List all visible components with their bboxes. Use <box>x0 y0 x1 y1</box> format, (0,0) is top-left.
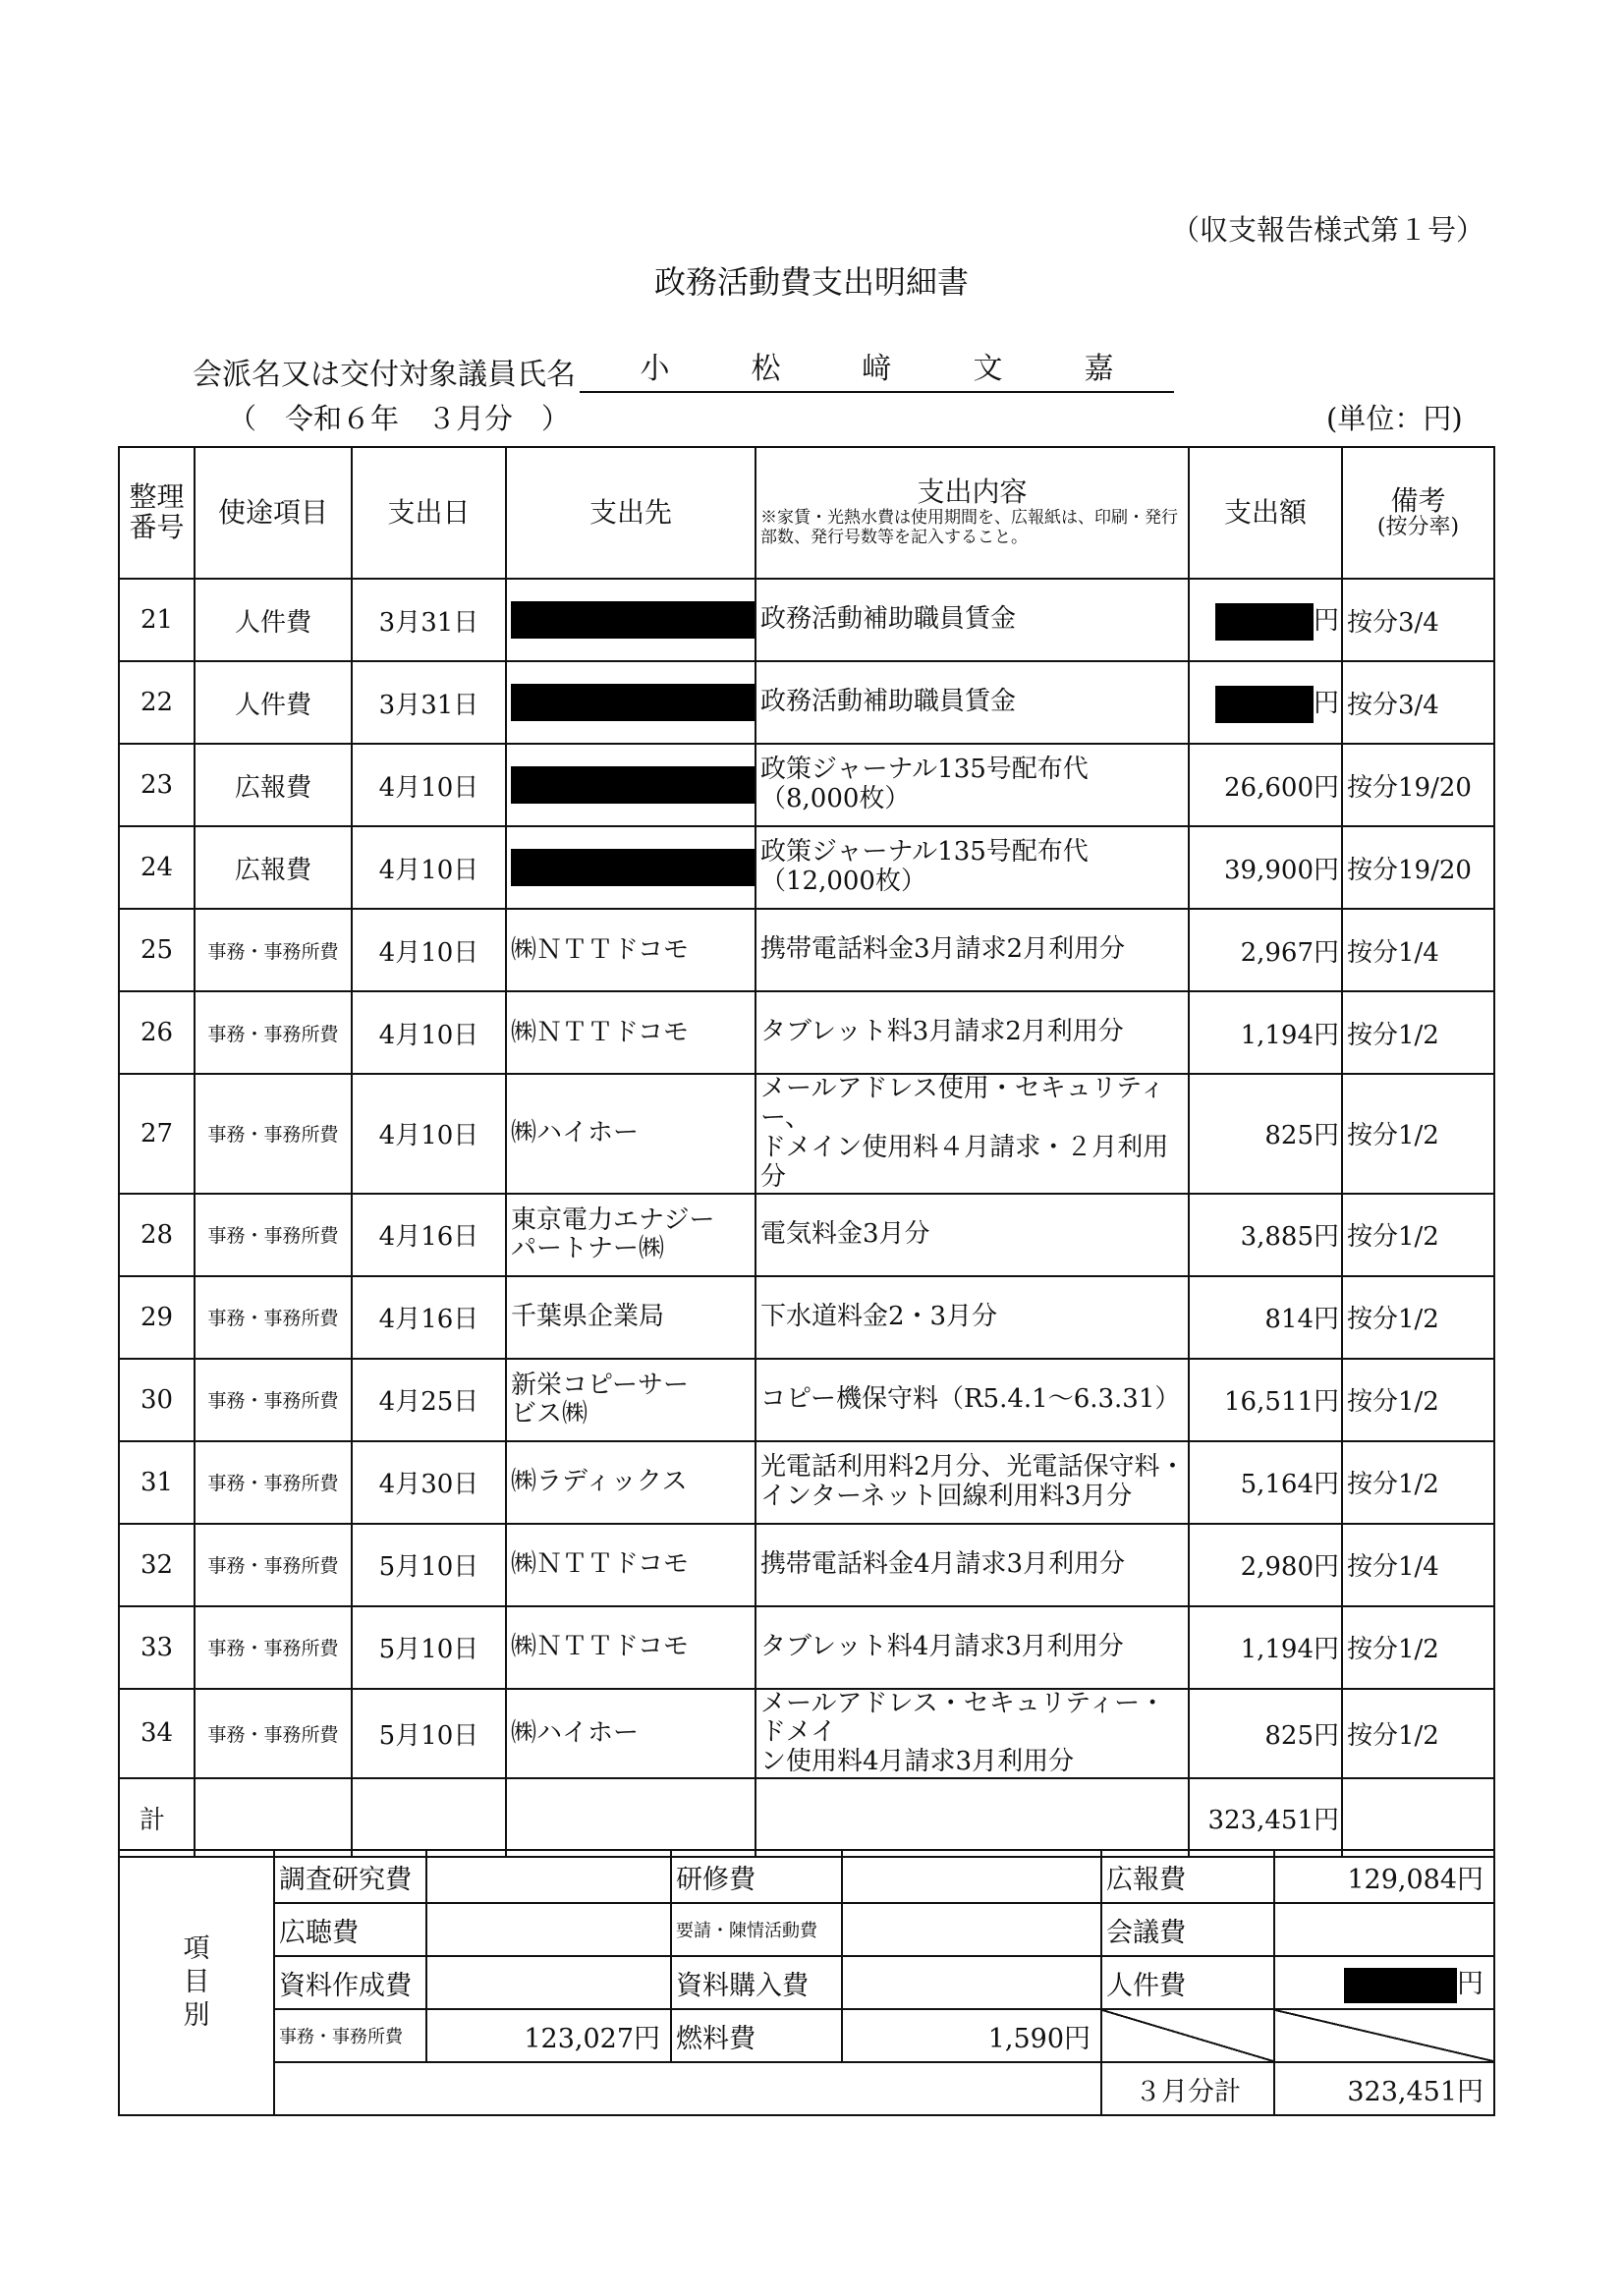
row-note: 按分1/2 <box>1342 1359 1494 1441</box>
summary-value <box>842 1903 1101 1956</box>
summary-value <box>426 1903 671 1956</box>
row-desc: 電気料金3月分 <box>756 1194 1189 1276</box>
row-desc: 政務活動補助職員賃金 <box>756 661 1189 744</box>
table-row <box>119 1194 1494 1276</box>
summary-value-koho: 129,084円 <box>1274 1850 1494 1903</box>
col-header-no: 整理番号 <box>119 447 195 579</box>
row-payee: ㈱ＮＴＴドコモ <box>506 991 756 1074</box>
summary-total-value: 323,451円 <box>1274 2062 1494 2115</box>
unit-label: (単位：円) <box>1326 402 1463 435</box>
row-no: 24 <box>119 826 195 909</box>
redaction-block <box>511 601 755 639</box>
row-no: 33 <box>119 1606 195 1689</box>
member-name-char: 文 <box>973 352 1003 386</box>
summary-label: 研修費 <box>671 1850 842 1903</box>
table-row <box>119 1689 1494 1779</box>
row-payee <box>506 579 756 661</box>
row-amount: 39,900円 <box>1189 826 1342 909</box>
summary-value-jinken: 円 <box>1274 1956 1494 2009</box>
redaction-block <box>511 684 755 721</box>
member-name <box>580 344 1174 393</box>
row-use: 広報費 <box>195 744 352 826</box>
table-row <box>119 826 1494 909</box>
summary-value <box>842 1850 1101 1903</box>
row-date: 4月10日 <box>352 909 506 991</box>
note-sub: (按分率) <box>1376 515 1460 540</box>
redaction-block <box>1344 1968 1457 2003</box>
row-use: 広報費 <box>195 826 352 909</box>
summary-label: 資料購入費 <box>671 1956 842 2009</box>
desc-note: ※家賃・光熱水費は使用期間を、広報紙は、印刷・発行部数、発行号数等を記入すること。 <box>760 508 1178 548</box>
table-header-row <box>119 447 1494 579</box>
row-use: 事務・事務所費 <box>195 1441 352 1524</box>
row-payee: 新栄コピーサー ビス㈱ <box>506 1359 756 1441</box>
row-no: 29 <box>119 1276 195 1359</box>
row-no: 22 <box>119 661 195 744</box>
summary-label: 要請・陳情活動費 <box>671 1903 842 1956</box>
row-payee <box>506 826 756 909</box>
row-amount: 2,967円 <box>1189 909 1342 991</box>
row-use: 事務・事務所費 <box>195 1276 352 1359</box>
row-desc: コピー機保守料（R5.4.1～6.3.31） <box>756 1359 1189 1441</box>
table-row <box>119 1276 1494 1359</box>
row-date: 3月31日 <box>352 579 506 661</box>
total-amount: 323,451円 <box>1189 1778 1342 1857</box>
summary-table <box>118 1849 1495 2116</box>
row-date: 4月10日 <box>352 1074 506 1194</box>
summary-label: 資料作成費 <box>274 1956 426 2009</box>
summary-side-label: 項 目 別 <box>119 1850 274 2115</box>
row-payee: 東京電力エナジー パートナー㈱ <box>506 1194 756 1276</box>
row-amount: 1,194円 <box>1189 991 1342 1074</box>
row-amount: 825円 <box>1189 1074 1342 1194</box>
row-note: 按分19/20 <box>1342 744 1494 826</box>
row-desc: 政策ジャーナル135号配布代 （12,000枚） <box>756 826 1189 909</box>
row-use: 人件費 <box>195 661 352 744</box>
table-row <box>119 1606 1494 1689</box>
row-use: 事務・事務所費 <box>195 991 352 1074</box>
row-payee <box>506 744 756 826</box>
col-header-note <box>1342 447 1494 579</box>
row-note: 按分3/4 <box>1342 579 1494 661</box>
row-payee: ㈱ラディックス <box>506 1441 756 1524</box>
row-desc: 政務活動補助職員賃金 <box>756 579 1189 661</box>
row-date: 4月25日 <box>352 1359 506 1441</box>
summary-label: 広聴費 <box>274 1903 426 1956</box>
row-amount: 825円 <box>1189 1689 1342 1779</box>
row-use: 事務・事務所費 <box>195 1194 352 1276</box>
row-no: 30 <box>119 1359 195 1441</box>
row-no: 32 <box>119 1524 195 1606</box>
table-row <box>119 744 1494 826</box>
redaction-block <box>1215 603 1314 641</box>
member-name-char: 松 <box>751 352 781 386</box>
table-row <box>119 1074 1494 1194</box>
row-payee: ㈱ＮＴＴドコモ <box>506 909 756 991</box>
summary-label: 会議費 <box>1101 1903 1274 1956</box>
desc-title: 支出内容 <box>917 476 1028 509</box>
row-date: 4月10日 <box>352 991 506 1074</box>
period: （ 令和６年 ３月分 ） <box>228 402 571 435</box>
summary-label: 広報費 <box>1101 1850 1274 1903</box>
row-desc: 携帯電話料金4月請求3月利用分 <box>756 1524 1189 1606</box>
form-number: （収支報告様式第１号） <box>1171 213 1485 247</box>
redaction-block <box>511 849 755 886</box>
row-desc: メールアドレス使用・セキュリティー、 ドメイン使用料４月請求・２月利用分 <box>756 1074 1189 1194</box>
summary-value <box>842 1956 1101 2009</box>
row-desc: メールアドレス・セキュリティー・ドメイ ン使用料4月請求3月利用分 <box>756 1689 1189 1779</box>
row-note: 按分1/2 <box>1342 1441 1494 1524</box>
row-amount: 16,511円 <box>1189 1359 1342 1441</box>
row-date: 5月10日 <box>352 1524 506 1606</box>
row-note: 按分19/20 <box>1342 826 1494 909</box>
row-note: 按分1/2 <box>1342 1276 1494 1359</box>
table-row <box>119 579 1494 661</box>
row-date: 4月10日 <box>352 826 506 909</box>
summary-value <box>1274 1903 1494 1956</box>
col-header-amount: 支出額 <box>1189 447 1342 579</box>
table-row <box>119 909 1494 991</box>
row-date: 5月10日 <box>352 1606 506 1689</box>
redaction-block <box>511 766 755 804</box>
member-name-char: 小 <box>640 352 670 386</box>
summary-blank <box>274 2062 1101 2115</box>
summary-label: ３月分計 <box>1101 2062 1274 2115</box>
row-no: 34 <box>119 1689 195 1779</box>
row-amount: 2,980円 <box>1189 1524 1342 1606</box>
blank-diagonal-cell <box>1101 2009 1274 2062</box>
row-note: 按分1/2 <box>1342 1194 1494 1276</box>
row-desc: タブレット料3月請求2月利用分 <box>756 991 1189 1074</box>
row-use: 事務・事務所費 <box>195 1524 352 1606</box>
row-use: 人件費 <box>195 579 352 661</box>
row-desc: タブレット料4月請求3月利用分 <box>756 1606 1189 1689</box>
row-payee: ㈱ＮＴＴドコモ <box>506 1606 756 1689</box>
row-desc: 政策ジャーナル135号配布代 （8,000枚） <box>756 744 1189 826</box>
summary-label: 事務・事務所費 <box>274 2009 426 2062</box>
row-date: 4月10日 <box>352 744 506 826</box>
row-date: 4月16日 <box>352 1194 506 1276</box>
summary-value-nenryo: 1,590円 <box>842 2009 1101 2062</box>
col-header-date: 支出日 <box>352 447 506 579</box>
table-row <box>119 1441 1494 1524</box>
summary-value-jimu: 123,027円 <box>426 2009 671 2062</box>
redaction-block <box>1215 686 1314 723</box>
total-label: 計 <box>119 1778 195 1857</box>
row-no: 23 <box>119 744 195 826</box>
summary-label: 調査研究費 <box>274 1850 426 1903</box>
summary-label: 燃料費 <box>671 2009 842 2062</box>
member-row <box>193 344 1174 393</box>
row-note: 按分3/4 <box>1342 661 1494 744</box>
col-header-use: 使途項目 <box>195 447 352 579</box>
row-amount: 5,164円 <box>1189 1441 1342 1524</box>
row-date: 3月31日 <box>352 661 506 744</box>
row-date: 5月10日 <box>352 1689 506 1779</box>
row-no: 28 <box>119 1194 195 1276</box>
row-use: 事務・事務所費 <box>195 1689 352 1779</box>
row-note: 按分1/2 <box>1342 1074 1494 1194</box>
row-note: 按分1/2 <box>1342 991 1494 1074</box>
row-payee <box>506 661 756 744</box>
summary-label: 人件費 <box>1101 1956 1274 2009</box>
table-row <box>119 661 1494 744</box>
row-desc: 下水道料金2・3月分 <box>756 1276 1189 1359</box>
total-row <box>119 1778 1494 1857</box>
row-payee: ㈱ハイホー <box>506 1689 756 1779</box>
row-no: 31 <box>119 1441 195 1524</box>
note-title: 備考 <box>1390 483 1446 517</box>
row-payee: 千葉県企業局 <box>506 1276 756 1359</box>
row-date: 4月16日 <box>352 1276 506 1359</box>
blank-diagonal-cell <box>1274 2009 1494 2062</box>
row-amount: 26,600円 <box>1189 744 1342 826</box>
row-no: 21 <box>119 579 195 661</box>
row-amount: 円 <box>1189 579 1342 661</box>
row-no: 25 <box>119 909 195 991</box>
expense-table <box>118 446 1495 1858</box>
col-header-payee: 支出先 <box>506 447 756 579</box>
row-use: 事務・事務所費 <box>195 1359 352 1441</box>
row-no: 27 <box>119 1074 195 1194</box>
row-payee: ㈱ＮＴＴドコモ <box>506 1524 756 1606</box>
row-no: 26 <box>119 991 195 1074</box>
row-amount: 3,885円 <box>1189 1194 1342 1276</box>
summary-value <box>426 1956 671 2009</box>
row-desc: 携帯電話料金3月請求2月利用分 <box>756 909 1189 991</box>
row-payee: ㈱ハイホー <box>506 1074 756 1194</box>
table-row <box>119 991 1494 1074</box>
member-label: 会派名又は交付対象議員氏名 <box>193 358 576 392</box>
row-use: 事務・事務所費 <box>195 909 352 991</box>
row-date: 4月30日 <box>352 1441 506 1524</box>
document-title: 政務活動費支出明細書 <box>653 263 969 301</box>
row-desc: 光電話利用料2月分、光電話保守料・ インターネット回線利用料3月分 <box>756 1441 1189 1524</box>
member-name-char: 嘉 <box>1084 352 1114 386</box>
row-use: 事務・事務所費 <box>195 1074 352 1194</box>
table-row <box>119 1359 1494 1441</box>
row-amount: 814円 <box>1189 1276 1342 1359</box>
row-note: 按分1/4 <box>1342 909 1494 991</box>
row-note: 按分1/2 <box>1342 1689 1494 1779</box>
col-header-desc <box>756 447 1189 579</box>
row-note: 按分1/4 <box>1342 1524 1494 1606</box>
table-row <box>119 1524 1494 1606</box>
row-use: 事務・事務所費 <box>195 1606 352 1689</box>
summary-value <box>426 1850 671 1903</box>
member-name-char: 﨑 <box>862 352 892 386</box>
row-amount: 1,194円 <box>1189 1606 1342 1689</box>
row-amount: 円 <box>1189 661 1342 744</box>
row-note: 按分1/2 <box>1342 1606 1494 1689</box>
